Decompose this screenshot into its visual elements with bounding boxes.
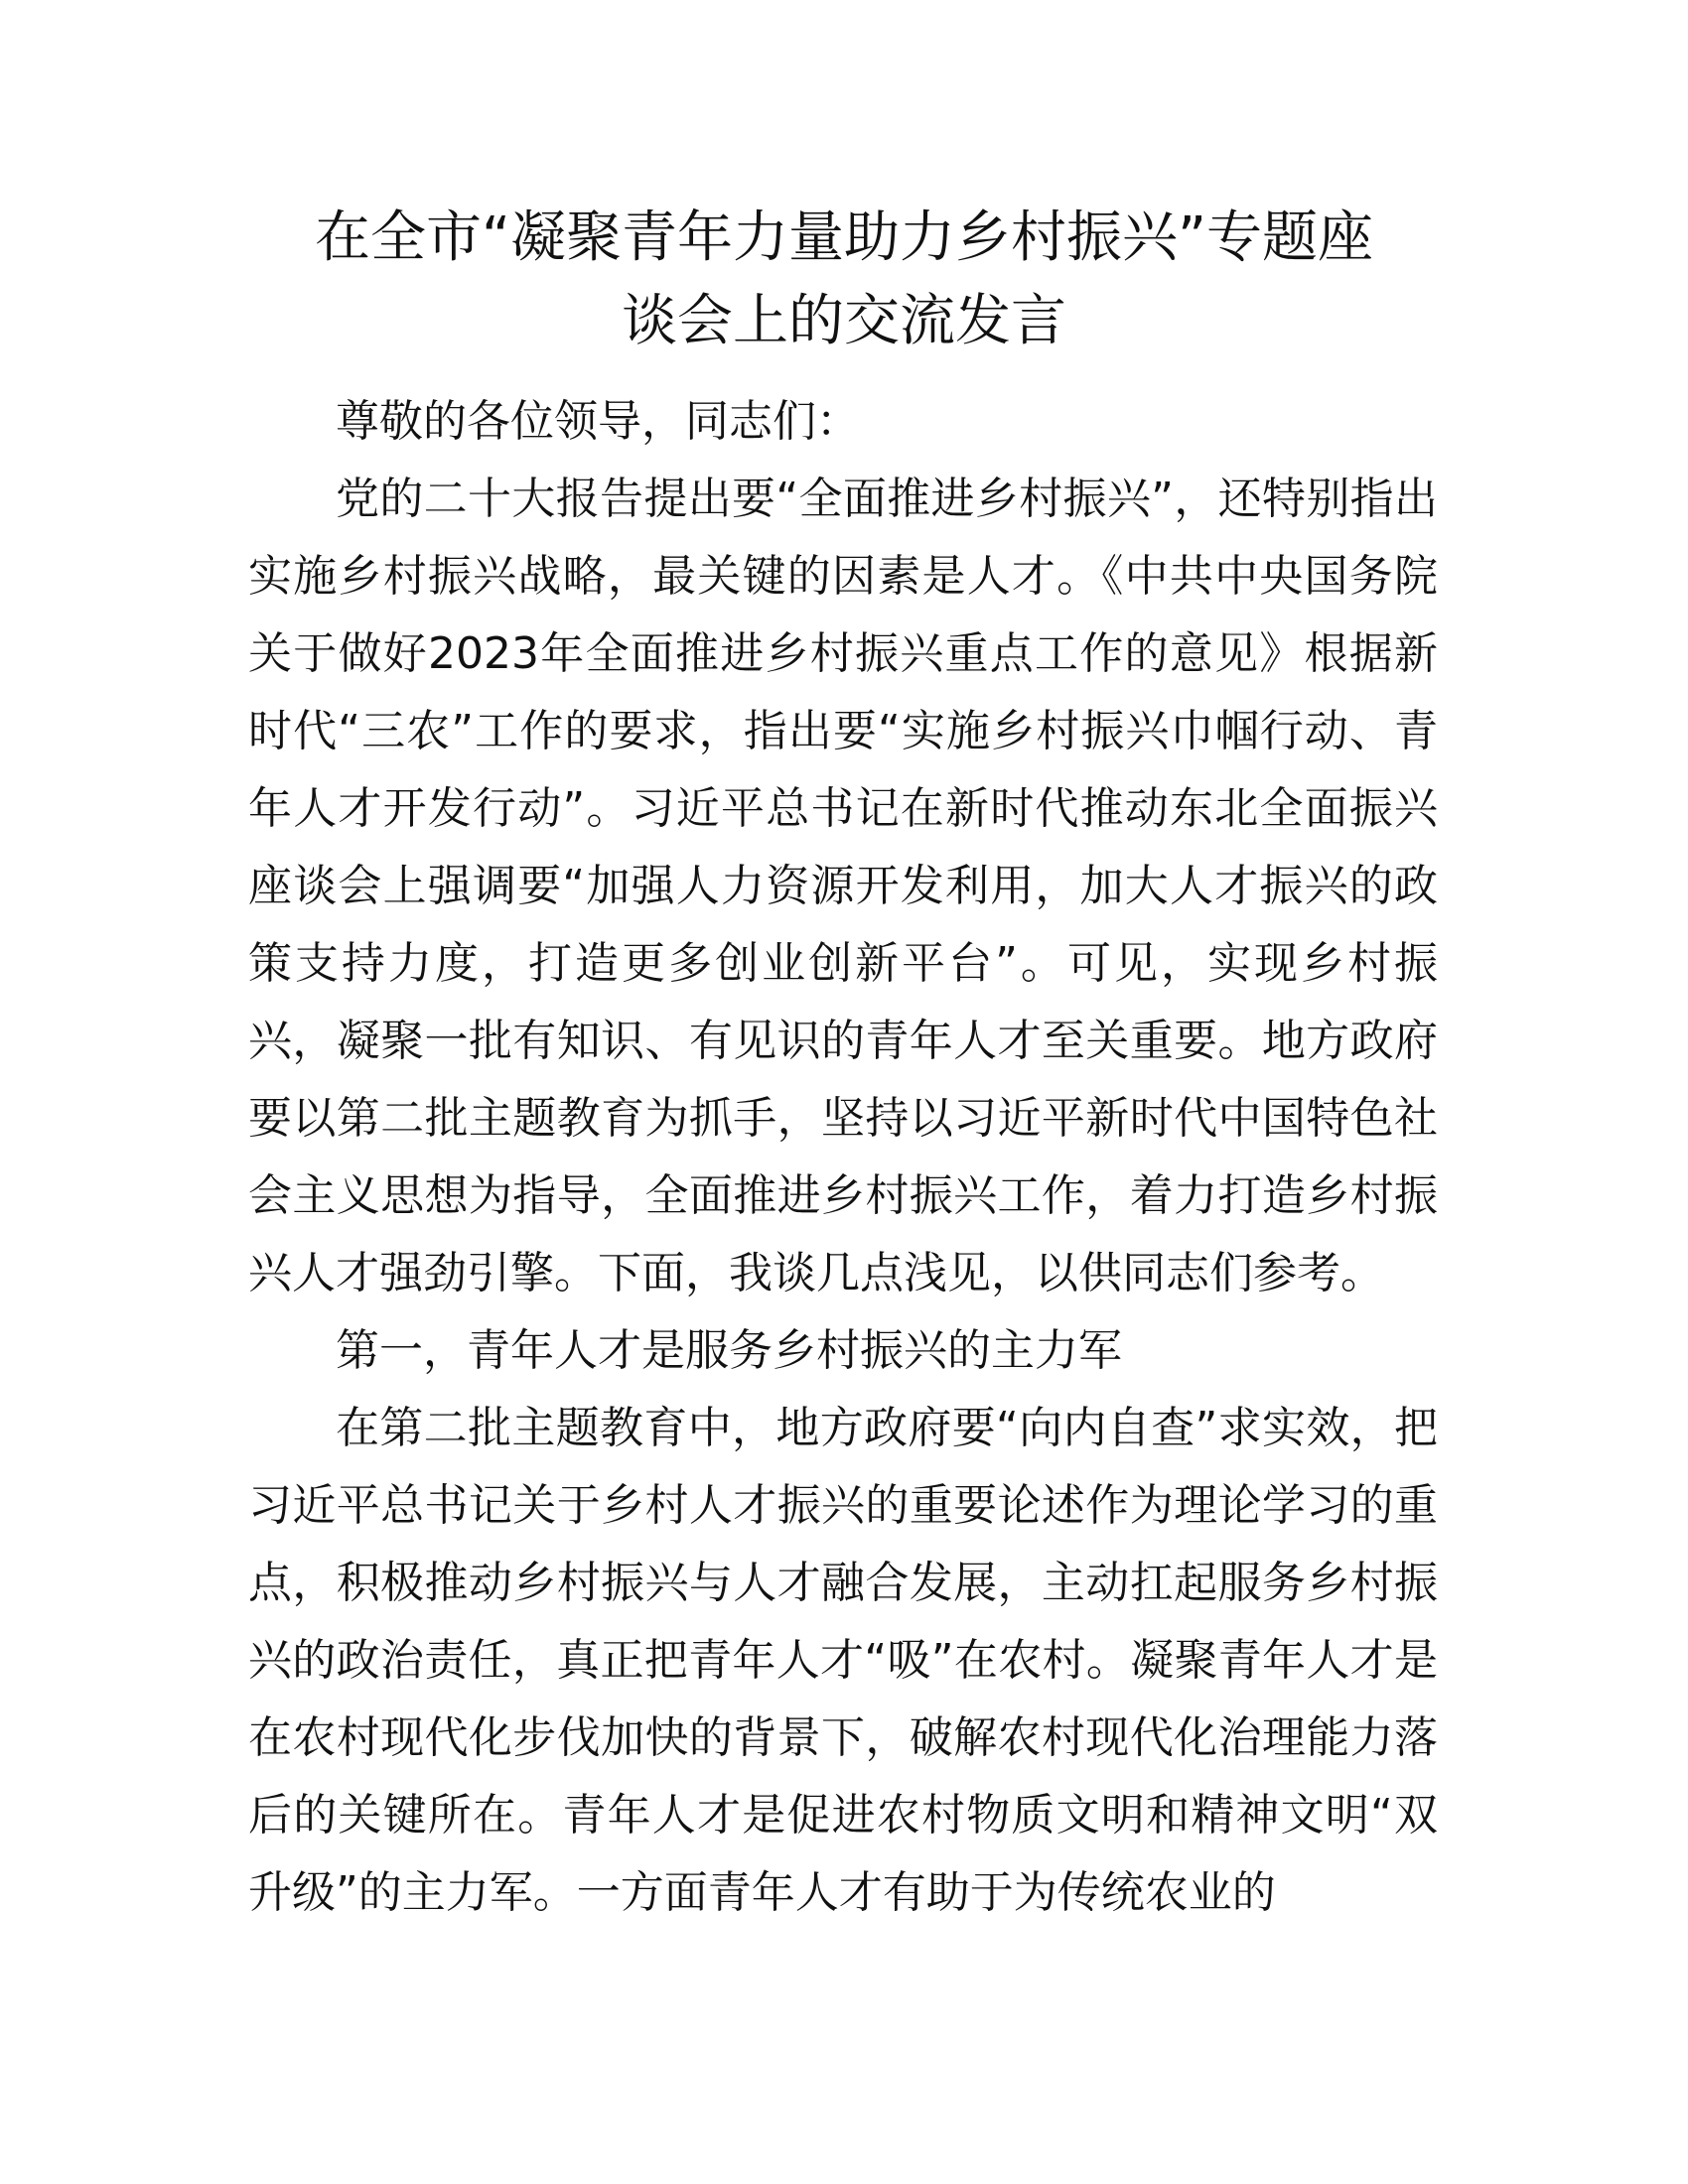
title-line-1: 在全市“凝聚青年力量助力乡村振兴”专题座	[314, 205, 1374, 270]
salutation: 尊敬的各位领导，同志们：	[336, 396, 860, 447]
title-line-2: 谈会上的交流发言	[622, 289, 1066, 353]
section-heading-1: 第一，青年人才是服务乡村振兴的主力军	[336, 1325, 1122, 1376]
paragraph-section-1: 在第二批主题教育中，地方政府要“向内自查”求实效，把习近平总书记关于乡村人才振兴的重要论述作为理论学习的重点，积极推动乡村振兴与人才融合发展，主动扛起服务乡村振兴的政治责任，真正把青年人才“吸”在农村。凝聚青年人才是在农村现代化步伐加快的背景下，破解农村现代化治理能力落后的关键所在。青年人才是促进农村物质文明和精神文明“双升级”的主力军。一方面青年人才有助于为传统农业的	[248, 1403, 1438, 1918]
document-title	[228, 197, 1460, 363]
document-body	[248, 383, 1438, 1932]
paragraph-intro: 党的二十大报告提出要“全面推进乡村振兴”，还特别指出实施乡村振兴战略，最关键的因素是人才。《中共中央国务院关于做好2023年全面推进乡村振兴重点工作的意见》根据新时代“三农”工作的要求，指出要“实施乡村振兴巾帼行动、青年人才开发行动”。习近平总书记在新时代推动东北全面振兴座谈会上强调要“加强人力资源开发利用，加大人才振兴的政策支持力度，打造更多创业创新平台”。可见，实现乡村振兴，凝聚一批有知识、有见识的青年人才至关重要。地方政府要以第二批主题教育为抓手，坚持以习近平新时代中国特色社会主义思想为指导，全面推进乡村振兴工作，着力打造乡村振兴人才强劲引擎。下面，我谈几点浅见，以供同志们参考。	[248, 474, 1438, 1298]
